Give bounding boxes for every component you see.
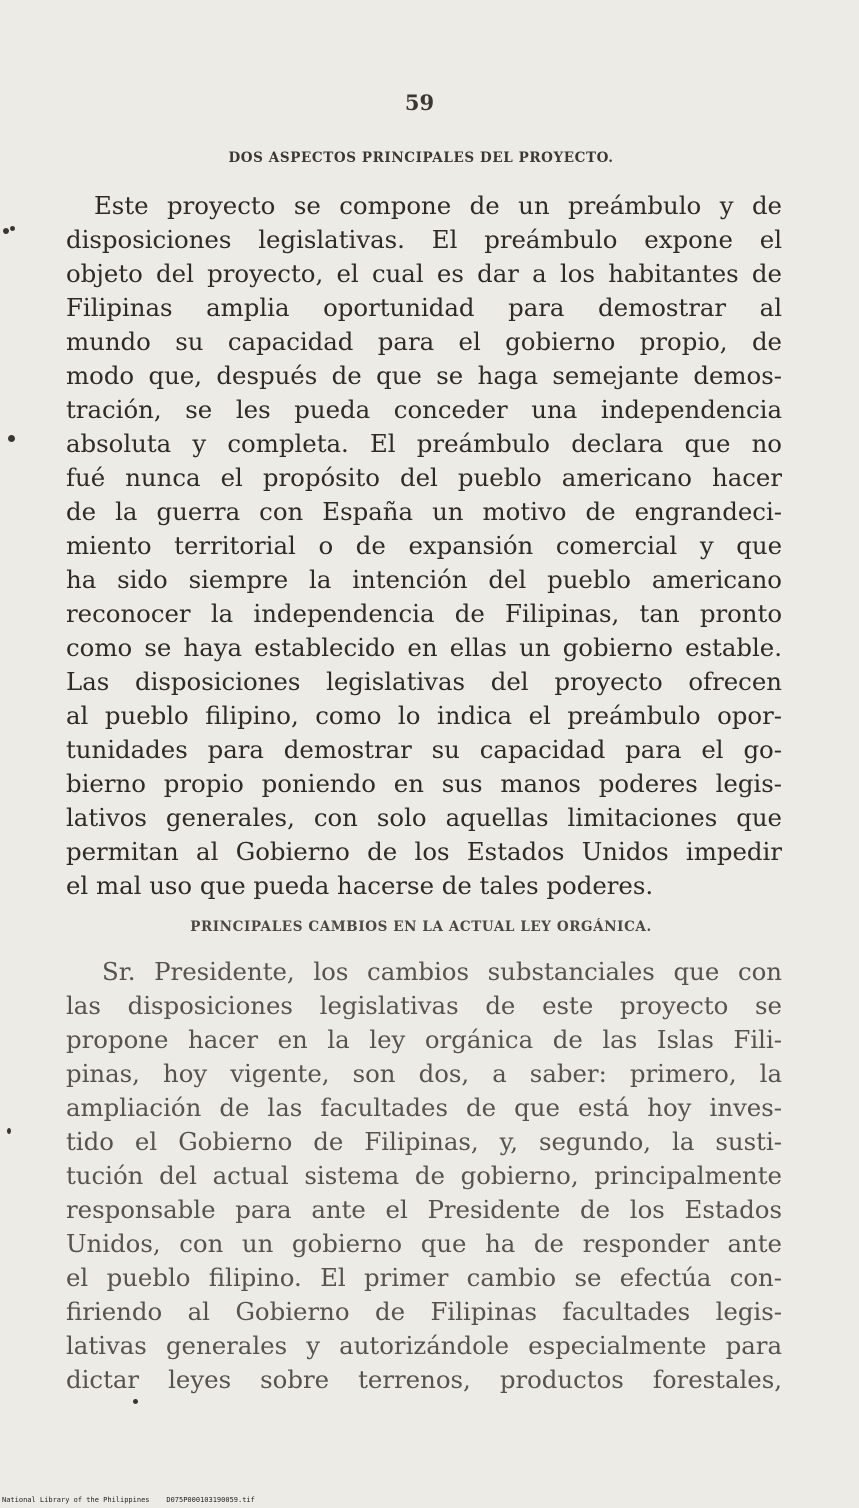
text-line: ampliación de las facultades de que está hoy inves- xyxy=(66,1093,782,1122)
text-line: Unidos, con un gobierno que ha de responder ante xyxy=(66,1229,782,1258)
text-line: como se haya establecido en ellas un gobierno estable. xyxy=(66,633,782,662)
text-line: responsable para ante el Presidente de los Estados xyxy=(66,1195,782,1224)
text-line: tunidades para demostrar su capacidad para el go- xyxy=(66,735,782,764)
page-number: 59 xyxy=(404,90,435,115)
section-heading-aspectos: DOS ASPECTOS PRINCIPALES DEL PROYECTO. xyxy=(228,150,614,166)
text-line: fué nunca el propósito del pueblo americano hacer xyxy=(66,463,782,492)
text-line: de la guerra con España un motivo de engrandeci- xyxy=(66,497,782,526)
section-heading-cambios: PRINCIPALES CAMBIOS EN LA ACTUAL LEY ORGÁNICA. xyxy=(190,919,652,935)
text-line: pinas, hoy vigente, son dos, a saber: primero, la xyxy=(66,1059,782,1088)
scan-speck xyxy=(3,228,9,234)
text-line: al pueblo filipino, como lo indica el preámbulo opor- xyxy=(66,701,782,730)
scan-speck xyxy=(8,435,15,442)
text-line: ha sido siempre la intención del pueblo americano xyxy=(66,565,782,594)
text-line: modo que, después de que se haga semejante demos- xyxy=(66,361,782,390)
text-line: mundo su capacidad para el gobierno propio, de xyxy=(66,327,782,356)
text-line: tución del actual sistema de gobierno, principalmente xyxy=(66,1161,782,1190)
text-line: absoluta y completa. El preámbulo declara que no xyxy=(66,429,782,458)
text-line: disposiciones legislativas. El preámbulo expone el xyxy=(66,225,782,254)
text-line: bierno propio poniendo en sus manos poderes legis- xyxy=(66,769,782,798)
text-line: permitan al Gobierno de los Estados Unidos impedir xyxy=(66,837,782,866)
text-line: Sr. Presidente, los cambios substanciales que con xyxy=(102,957,782,986)
text-line: tración, se les pueda conceder una independencia xyxy=(66,395,782,424)
paragraph-cambios xyxy=(66,955,782,1397)
text-line: dictar leyes sobre terrenos, productos forestales, xyxy=(66,1365,782,1394)
text-line: objeto del proyecto, el cual es dar a los habitantes de xyxy=(66,259,782,288)
text-line: propone hacer en la ley orgánica de las Islas Fili- xyxy=(66,1025,782,1054)
text-line: lativas generales y autorizándole especialmente para xyxy=(66,1331,782,1360)
text-line: Las disposiciones legislativas del proyecto ofrecen xyxy=(66,667,782,696)
text-line: lativos generales, con solo aquellas limitaciones que xyxy=(66,803,782,832)
text-line: reconocer la independencia de Filipinas, tan pronto xyxy=(66,599,782,628)
paragraph-aspectos xyxy=(66,189,782,903)
scan-speck xyxy=(7,1128,11,1134)
text-line: firiendo al Gobierno de Filipinas facultades legis- xyxy=(66,1297,782,1326)
text-line: el mal uso que pueda hacerse de tales poderes. xyxy=(66,871,654,900)
text-line: miento territorial o de expansión comercial y que xyxy=(66,531,782,560)
scan-speck xyxy=(10,226,15,231)
text-line: Este proyecto se compone de un preámbulo y de xyxy=(94,191,782,220)
text-line: Filipinas amplia oportunidad para demostrar al xyxy=(66,293,782,322)
scan-footer-caption: National Library of the Philippines D075P000103190059.tif xyxy=(2,1496,255,1504)
text-line: el pueblo filipino. El primer cambio se efectúa con- xyxy=(66,1263,782,1292)
text-line: las disposiciones legislativas de este proyecto se xyxy=(66,991,782,1020)
text-line: tido el Gobierno de Filipinas, y, segundo, la susti- xyxy=(66,1127,782,1156)
scan-speck xyxy=(133,1399,138,1404)
